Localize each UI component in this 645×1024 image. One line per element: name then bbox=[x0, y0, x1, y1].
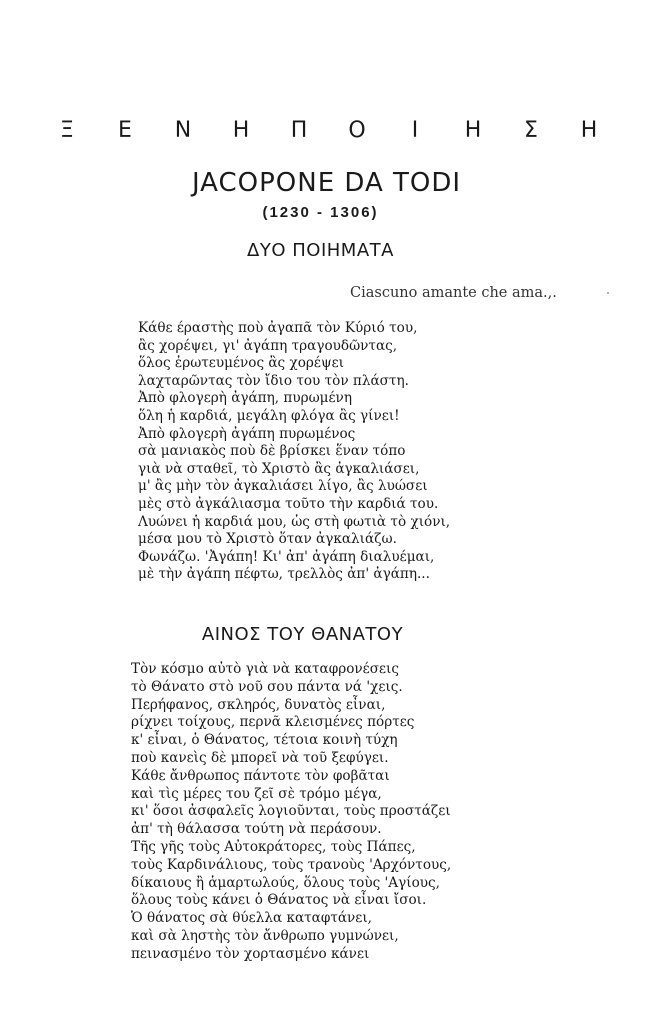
rubric-letter: Η bbox=[464, 118, 482, 143]
poem-line: ποὺ κανεὶς δὲ μπορεῖ νὰ τοῦ ξεφύγει. bbox=[131, 749, 389, 766]
poem-epigraph: Ciascuno amante che ama.,. bbox=[350, 285, 557, 301]
poem-line: Περήφανος, σκληρός, δυνατὸς εἶναι, bbox=[131, 696, 386, 713]
poem-line: Τῆς γῆς τοὺς Αὐτοκράτορες, τοὺς Πάπες, bbox=[131, 838, 416, 855]
rubric-letter: Η bbox=[232, 118, 250, 143]
poem-two-title: ΑΙΝΟΣ ΤΟΥ ΘΑΝΑΤΟΥ bbox=[201, 624, 404, 645]
poem-line: ὅλη ἡ καρδιά, μεγάλη φλόγα ἂς γίνει! bbox=[138, 407, 400, 424]
rubric-letter: Ι bbox=[411, 118, 419, 143]
print-speck bbox=[607, 292, 609, 294]
author-dates: (1230 - 1306) bbox=[262, 204, 379, 221]
poem-one bbox=[138, 320, 450, 584]
poem-line: Τὸν κόσμο αὐτὸ γιὰ νὰ καταφρονέσεις bbox=[131, 661, 399, 677]
poem-line: δίκαιους ἢ ἁμαρτωλούς, ὅλους τοὺς 'Αγίους, bbox=[131, 874, 440, 891]
poem-line: καὶ τὶς μέρες του ζεῖ σὲ τρόμο μέγα, bbox=[131, 785, 382, 802]
poem-line: Ἀπὸ φλογερὴ ἀγάπη, πυρωμένη bbox=[138, 390, 352, 407]
poem-line: μέσα μου τὸ Χριστὸ ὅταν ἀγκαλιάζω. bbox=[138, 531, 397, 548]
poem-line: Ὁ θάνατος σὰ θύελλα καταφτάνει, bbox=[131, 910, 373, 927]
rubric-letter: Ν bbox=[174, 118, 192, 143]
poem-line: Ἀπὸ φλογερὴ ἀγάπη πυρωμένος bbox=[138, 425, 356, 442]
poem-line: μὲς στὸ ἀγκάλιασμα τοῦτο τὴν καρδιά του. bbox=[138, 495, 439, 512]
rubric-letter: Π bbox=[290, 118, 308, 143]
rubric-letter: Η bbox=[580, 118, 598, 143]
poem-line: μὲ τὴν ἀγάπη πέφτω, τρελλὸς ἀπ' ἀγάπη... bbox=[138, 566, 430, 583]
poem-line: τοὺς Καρδινάλιους, τοὺς τρανοὺς 'Αρχόντους, bbox=[131, 856, 452, 873]
poem-line: ὅλος ἐρωτευμένος ἂς χορέψει bbox=[138, 355, 344, 372]
poem-line: τὸ Θάνατο στὸ νοῦ σου πάντα νά 'χεις. bbox=[131, 678, 403, 695]
section-title: ΔΥΟ ΠΟΙΗΜΑΤΑ bbox=[247, 240, 394, 261]
poem-line: γιὰ νὰ σταθεῖ, τὸ Χριστὸ ἂς ἀγκαλιάσει, bbox=[138, 460, 420, 477]
poem-line: κ' εἶναι, ὁ Θάνατος, τέτοια κοινὴ τύχη bbox=[131, 732, 398, 749]
poem-line: λαχταρῶντας τὸν ἴδιο του τὸν πλάστη. bbox=[138, 372, 409, 389]
poem-line: σὰ μανιακὸς ποὺ δὲ βρίσκει ἕναν τόπο bbox=[138, 443, 406, 460]
poem-two bbox=[131, 661, 451, 964]
poem-line: Κάθε έραστὴς ποὺ ἀγαπᾶ τὸν Κύριό του, bbox=[138, 320, 418, 336]
poem-line: ὅλους τοὺς κάνει ὁ Θάνατος νὰ εἶναι ἴσοι. bbox=[131, 892, 427, 909]
poem-line: Κάθε ἄνθρωπος πάντοτε τὸν φοβᾶται bbox=[131, 767, 390, 784]
poem-line: ἀπ' τὴ θάλασσα τούτη νὰ περάσουν. bbox=[131, 821, 382, 838]
rubric-letter: Ε bbox=[118, 118, 132, 143]
poem-line: καὶ σὰ ληστὴς τὸν ἄνθρωπο γυμνώνει, bbox=[131, 927, 399, 944]
poem-line: κι' ὅσοι ἀσφαλεῖς λογιοῦνται, τοὺς προστάζει bbox=[131, 803, 451, 820]
author-name: JACOPONE DA TODI bbox=[191, 168, 462, 198]
poem-line: Λυώνει ἡ καρδιά μου, ὡς στὴ φωτιὰ τὸ χιόνι, bbox=[138, 513, 451, 530]
rubric-letter: Σ bbox=[524, 118, 538, 143]
rubric-letter: Ο bbox=[348, 118, 366, 143]
poem-line: ρίχνει τοίχους, περνᾶ κλεισμένες πόρτες bbox=[131, 714, 415, 731]
poem-line: ἂς χορέψει, γι' ἀγάπη τραγουδῶντας, bbox=[138, 337, 398, 354]
poem-line: μ' ἂς μὴν τὸν ἀγκαλιάσει λίγο, ἂς λυώσει bbox=[138, 478, 428, 495]
rubric-letter: Ξ bbox=[60, 118, 74, 143]
poem-line: πεινασμένο τὸν χορτασμένο κάνει bbox=[131, 945, 370, 962]
rubric-heading bbox=[58, 118, 598, 143]
poem-line: Φωνάζω. 'Ἀγάπη! Κι' ἀπ' ἀγάπη διαλυέμαι, bbox=[138, 548, 435, 565]
